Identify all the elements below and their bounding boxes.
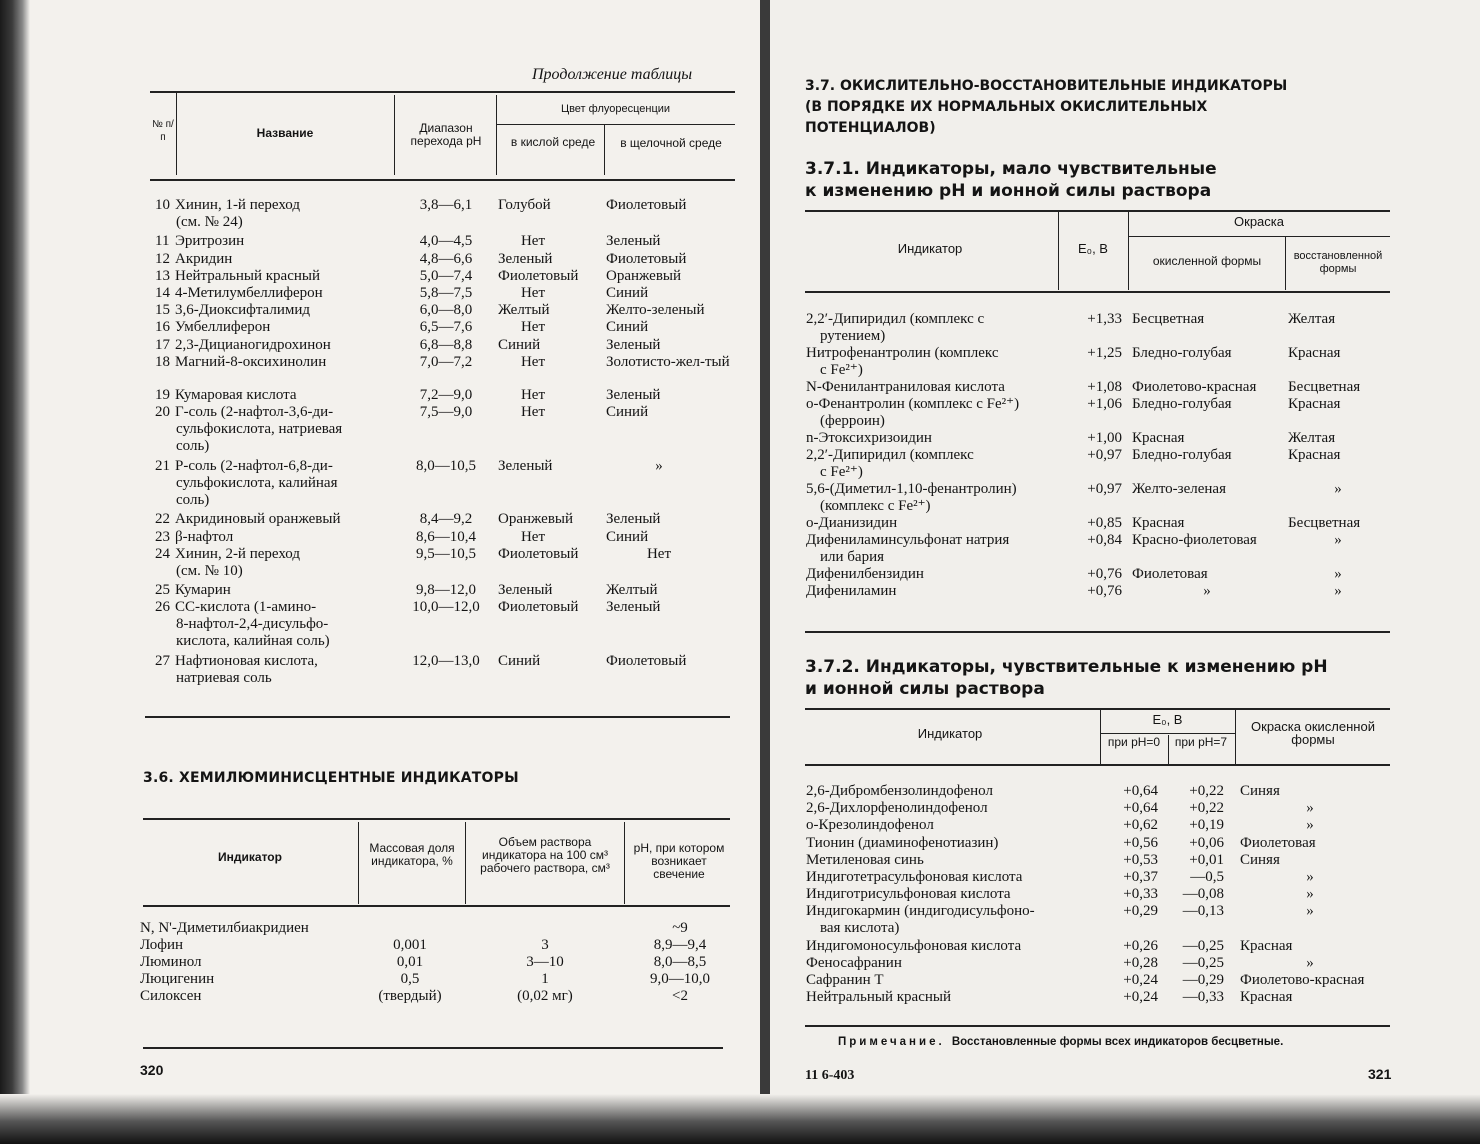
row-name: Магний-8-оксихинолин: [175, 353, 327, 370]
redox2-row-e7: +0,22: [1189, 800, 1224, 817]
redox2-row-name: Индиготрисульфоновая кислота: [806, 886, 1011, 903]
redox2-row-color: »: [1306, 903, 1314, 920]
section-3-7-title: [805, 76, 1287, 139]
row-name: Р-соль (2-нафтол-6,8-ди-: [175, 457, 333, 474]
redox1-row-name: 2,2′-Дипиридил (комплекс с: [806, 311, 985, 327]
row-name: Кумаровая кислота: [175, 387, 297, 403]
row-range: 5,8—7,5: [419, 285, 473, 301]
redox1-row-name: (комплекс с Fe²⁺): [820, 498, 931, 514]
row-number: 20: [155, 404, 170, 421]
row-name: Акридиновый оранжевый: [175, 511, 341, 528]
chemi-row-ph: ~9: [672, 920, 688, 936]
redox1-header-ox: окисленной формы: [1152, 254, 1262, 268]
redox2-row-name: Феносафранин: [806, 955, 902, 971]
row-number: 25: [155, 582, 170, 599]
chemi-header-mass: Массовая доля индикатора, %: [369, 841, 455, 868]
redox1-row-red: Желтая: [1288, 430, 1336, 446]
row-range: 5,0—7,4: [419, 267, 473, 284]
row-alkaline: Зеленый: [606, 387, 661, 403]
redox2-row-e7: —0,25: [1182, 955, 1224, 971]
header-range: Диапазон перехода pH: [410, 121, 482, 148]
redox2-header-color: Окраска окисленной формы: [1251, 719, 1375, 747]
row-acid: Голубой: [498, 197, 551, 213]
redox1-row-ox: Красная: [1132, 430, 1185, 446]
row-acid: Зеленый: [498, 457, 553, 474]
redox1-row-red: »: [1334, 532, 1342, 548]
redox2-row-e7: —0,08: [1182, 886, 1224, 903]
redox2-row-e0: +0,24: [1123, 972, 1158, 989]
redox1-row-ox: »: [1203, 583, 1211, 599]
row-acid: Фиолетовый: [498, 599, 579, 616]
row-alkaline: »: [655, 457, 663, 474]
row-number: 22: [155, 511, 170, 528]
redox2-row-e7: +0,19: [1189, 817, 1224, 834]
redox2-header-ph7: при pH=7: [1174, 735, 1228, 749]
row-acid: Желтый: [498, 302, 550, 319]
row-alkaline: Желто-зеленый: [606, 302, 705, 319]
chemi-row-mass: 0,5: [400, 971, 420, 987]
redox1-row-red: Желтая: [1288, 311, 1336, 327]
redox2-header-e0: E₀, В: [1152, 712, 1183, 727]
redox1-row-name: Нитрофенантролин (комплекс: [806, 345, 999, 361]
redox2-row-e7: —0,5: [1190, 869, 1224, 885]
row-name: Г-соль (2-нафтол-3,6-ди-: [175, 404, 334, 421]
row-number: 13: [155, 267, 170, 284]
row-name: 8-нафтол-2,4-дисульфо-: [176, 616, 329, 633]
row-name: 4-Метилумбеллиферон: [175, 285, 323, 301]
row-name: соль): [176, 491, 210, 508]
redox1-header-red: восстановленной формы: [1293, 250, 1383, 275]
chemi-row-ph: 8,0—8,5: [653, 954, 707, 970]
chemi-row-ph: 9,0—10,0: [650, 971, 710, 987]
row-name: Кумарин: [175, 582, 231, 599]
row-number: 24: [155, 545, 170, 562]
row-alkaline: Желтый: [606, 582, 658, 599]
row-range: 8,6—10,4: [416, 528, 476, 545]
redox2-row-color: Фиолетово-красная: [1240, 972, 1365, 989]
redox1-row-name: о-Дианизидин: [806, 515, 898, 531]
row-range: 8,4—9,2: [419, 511, 473, 528]
redox2-row-color: Синяя: [1240, 851, 1280, 868]
redox2-row-e7: —0,33: [1182, 989, 1224, 1006]
section-3-7-line: (В ПОРЯДКЕ ИХ НОРМАЛЬНЫХ ОКИСЛИТЕЛЬНЫХ: [805, 99, 1208, 115]
redox2-row-e0: +0,28: [1123, 955, 1158, 971]
chemi-row-name: Люминол: [140, 954, 202, 970]
row-range: 4,8—6,6: [419, 250, 473, 267]
redox2-row-color: Фиолетовая: [1240, 834, 1316, 851]
redox1-row-ox: Бледно-голубая: [1132, 345, 1232, 361]
chemi-row-mass: (твердый): [378, 988, 442, 1004]
redox2-row-e0: +0,29: [1123, 903, 1158, 920]
redox1-row-red: Бесцветная: [1288, 379, 1361, 395]
row-acid: Нет: [520, 404, 546, 421]
chemi-row-volume: 1: [541, 971, 549, 987]
row-acid: Фиолетовый: [498, 545, 579, 562]
row-alkaline: Нет: [646, 545, 672, 562]
redox2-row-name: Нейтральный красный: [806, 989, 951, 1006]
redox2-row-e0: +0,56: [1123, 834, 1158, 851]
section-3-7-1-line: к изменению pH и ионной силы раствора: [805, 181, 1212, 201]
chemi-row-volume: (0,02 мг): [517, 988, 573, 1004]
row-name: Хинин, 1-й переход: [175, 197, 300, 213]
redox2-row-color: »: [1306, 817, 1314, 834]
redox1-row-name: или бария: [820, 549, 885, 565]
redox1-header-e0: E₀, В: [1078, 241, 1108, 256]
redox2-row-e7: —0,29: [1182, 972, 1224, 989]
redox1-row-name: 5,6-(Диметил-1,10-фенантролин): [806, 481, 1017, 497]
redox2-row-e0: +0,33: [1123, 886, 1158, 903]
row-name: Нейтральный красный: [175, 267, 320, 284]
chemi-header-indicator: Индикатор: [218, 850, 282, 864]
redox2-header-ph0: при pH=0: [1107, 735, 1161, 749]
section-3-7-line: 3.7. ОКИСЛИТЕЛЬНО-ВОССТАНОВИТЕЛЬНЫЕ ИНДИКАТОРЫ: [805, 78, 1288, 94]
redox1-row-ox: Красная: [1132, 515, 1185, 531]
row-number: 19: [155, 387, 170, 403]
row-alkaline: Зеленый: [606, 599, 661, 616]
row-alkaline: Фиолетовый: [606, 197, 687, 213]
redox2-row-e0: +0,64: [1123, 800, 1158, 817]
section-3-7-2-title: [805, 656, 1328, 700]
redox1-row-name: Дифениламинсульфонат натрия: [806, 532, 1010, 548]
redox2-row-name: Индиготетрасульфоновая кислота: [806, 869, 1023, 885]
right-page: [770, 0, 1480, 1144]
row-acid: Нет: [520, 353, 546, 370]
redox1-row-red: »: [1334, 583, 1342, 599]
redox1-row-red: »: [1334, 481, 1342, 497]
redox1-row-name: рутением): [820, 328, 886, 344]
row-name: Акридин: [175, 250, 233, 267]
row-range: 12,0—13,0: [412, 653, 480, 669]
redox2-header-indicator: Индикатор: [917, 726, 983, 741]
redox1-row-name: Дифениламин: [806, 583, 897, 599]
header-color: Цвет флуоресценции: [560, 103, 671, 115]
row-number: 17: [155, 336, 170, 353]
redox1-row-e0: +0,76: [1087, 566, 1122, 582]
redox2-row-e7: +0,01: [1189, 851, 1224, 868]
section-3-7-line: ПОТЕНЦИАЛОВ): [805, 120, 936, 136]
redox1-row-ox: Бледно-голубая: [1132, 396, 1232, 412]
redox2-row-color: Красная: [1240, 937, 1293, 954]
row-acid: Нет: [520, 319, 546, 336]
redox1-row-name: (ферроин): [820, 413, 885, 429]
row-range: 3,8—6,1: [419, 197, 473, 213]
section-3-7-1-line: 3.7.1. Индикаторы, мало чувствительные: [805, 159, 1217, 179]
redox1-row-red: Красная: [1288, 396, 1341, 412]
redox1-row-name: с Fe²⁺): [820, 464, 863, 480]
redox2-row-e0: +0,53: [1123, 851, 1158, 868]
row-range: 7,5—9,0: [419, 404, 473, 421]
redox2-row-name: Метиленовая синь: [806, 851, 924, 868]
redox1-row-ox: Красно-фиолетовая: [1132, 532, 1257, 548]
chemi-row-mass: 0,001: [393, 937, 427, 953]
row-number: 23: [155, 528, 170, 545]
row-acid: Оранжевый: [498, 511, 574, 528]
redox2-row-color: Синяя: [1240, 783, 1280, 799]
redox2-row-e0: +0,62: [1123, 817, 1158, 834]
header-num: № п/п: [152, 119, 174, 143]
redox2-row-e7: —0,13: [1182, 903, 1224, 920]
bottom-scan-edge: [0, 1094, 1480, 1144]
redox1-row-e0: +0,97: [1087, 447, 1122, 463]
row-name: 3,6-Диоксифталимид: [175, 302, 311, 319]
redox2-row-name: 2,6-Дибромбензолиндофенол: [806, 783, 993, 799]
redox1-row-ox: Бесцветная: [1132, 311, 1205, 327]
row-number: 21: [155, 457, 170, 474]
row-range: 7,0—7,2: [419, 353, 473, 370]
chemi-row-name: Силоксен: [140, 988, 202, 1004]
chemi-header-volume: Объем раствора индикатора на 100 см³ рабочего раствора, см³: [480, 835, 610, 875]
redox1-row-e0: +0,85: [1087, 515, 1122, 531]
row-acid: Зеленый: [498, 250, 553, 267]
row-number: 10: [155, 197, 170, 213]
row-name: Нафтионовая кислота,: [175, 653, 318, 669]
row-number: 15: [155, 302, 170, 319]
row-acid: Нет: [520, 528, 546, 545]
redox2-row-e0: +0,24: [1123, 989, 1158, 1006]
row-number: 12: [155, 250, 170, 267]
chemi-row-ph: 8,9—9,4: [653, 937, 707, 953]
row-name: соль): [176, 438, 210, 455]
row-range: 6,5—7,6: [419, 319, 473, 336]
redox1-row-name: о-Фенантролин (комплекс с Fe²⁺): [806, 396, 1020, 412]
redox1-row-e0: +0,76: [1087, 583, 1122, 599]
note-text: Восстановленные формы всех индикаторов бесцветные.: [951, 1036, 1284, 1048]
redox2-row-color: »: [1306, 955, 1314, 971]
chemi-row-name: Люцигенин: [140, 971, 215, 987]
row-acid: Синий: [498, 653, 541, 669]
row-alkaline: Зеленый: [606, 233, 661, 250]
redox2-row-name: Индигокармин (индигодисульфоно-: [806, 903, 1035, 920]
row-alkaline: Зеленый: [606, 511, 661, 528]
row-alkaline: Синий: [606, 528, 649, 545]
redox1-row-name: n-Этоксихризоидин: [806, 430, 932, 446]
redox1-header-indicator: Индикатор: [897, 241, 963, 256]
redox1-row-name: 2,2′-Дипиридил (комплекс: [806, 447, 974, 463]
redox2-row-color: »: [1306, 800, 1314, 817]
note-label: Примечание.: [838, 1036, 945, 1048]
row-range: 6,0—8,0: [419, 302, 473, 319]
redox1-row-red: »: [1334, 566, 1342, 582]
row-acid: Зеленый: [498, 582, 553, 599]
redox2-row-e7: +0,22: [1189, 783, 1224, 799]
redox1-row-ox: Фиолетово-красная: [1132, 379, 1257, 395]
row-name: сульфокислота, натриевая: [176, 421, 343, 438]
row-range: 7,2—9,0: [419, 387, 473, 403]
redox2-row-color: »: [1306, 886, 1314, 903]
redox2-row-name: 2,6-Дихлорфенолиндофенол: [806, 800, 988, 817]
row-alkaline: Синий: [606, 404, 649, 421]
redox1-row-red: Красная: [1288, 345, 1341, 361]
row-number: 26: [155, 599, 170, 616]
row-name: (см. № 24): [176, 214, 243, 230]
left-book-edge: [0, 0, 30, 1144]
row-number: 16: [155, 319, 170, 336]
row-alkaline: Синий: [606, 319, 649, 336]
header-name: Название: [256, 126, 314, 140]
row-number: 27: [155, 653, 170, 669]
row-acid: Нет: [520, 285, 546, 301]
row-name: натриевая соль: [176, 670, 272, 686]
row-alkaline: Фиолетовый: [606, 250, 687, 267]
row-range: 4,0—4,5: [419, 233, 473, 250]
row-alkaline: Оранжевый: [606, 267, 682, 284]
redox1-row-e0: +0,97: [1087, 481, 1122, 497]
row-alkaline: Синий: [606, 285, 649, 301]
section-3-7-2-line: 3.7.2. Индикаторы, чувствительные к изменению pH: [805, 657, 1328, 677]
chemi-row-name: N, N'-Диметилбиакридиен: [140, 920, 309, 936]
redox1-row-e0: +1,25: [1087, 345, 1122, 361]
chemi-row-volume: 3: [541, 937, 549, 953]
printer-signature: 11 6-403: [805, 1068, 855, 1083]
row-range: 6,8—8,8: [419, 336, 473, 353]
page-number-left: 320: [140, 1062, 164, 1078]
row-name: Хинин, 2-й переход: [175, 545, 300, 562]
chemi-row-mass: 0,01: [396, 954, 424, 970]
row-name: 2,3-Дицианогидрохинон: [175, 336, 331, 353]
redox2-row-e7: +0,06: [1189, 834, 1224, 851]
redox1-row-ox: Желто-зеленая: [1132, 481, 1226, 497]
chemi-row-volume: 3—10: [526, 954, 564, 970]
row-range: 9,5—10,5: [416, 545, 476, 562]
section-3-6-title: 3.6. ХЕМИЛЮМИНИСЦЕНТНЫЕ ИНДИКАТОРЫ: [143, 770, 519, 786]
row-acid: Фиолетовый: [498, 267, 579, 284]
page-number-right: 321: [1368, 1066, 1392, 1082]
redox1-row-ox: Фиолетовая: [1132, 566, 1208, 582]
row-name: Умбеллиферон: [175, 319, 271, 336]
redox2-row-color: Красная: [1240, 989, 1293, 1006]
row-name: β-нафтол: [175, 528, 234, 545]
table-note: [838, 1036, 1283, 1048]
redox1-row-red: Бесцветная: [1288, 515, 1361, 531]
chemi-row-name: Лофин: [140, 937, 184, 953]
row-name: Эритрозин: [175, 233, 245, 250]
redox1-header-color: Окраска: [1234, 214, 1284, 229]
redox2-row-e0: +0,64: [1123, 783, 1158, 799]
header-alkaline: в щелочной среде: [620, 136, 722, 150]
row-name: (см. № 10): [176, 562, 243, 579]
row-number: 18: [155, 353, 170, 370]
redox2-row-name: Индигомоносульфоновая кислота: [806, 937, 1022, 954]
redox2-row-name: о-Крезолиндофенол: [806, 817, 934, 834]
row-acid: Нет: [520, 387, 546, 403]
redox1-row-red: Красная: [1288, 447, 1341, 463]
chemi-header-ph: pH, при котором возникает свечение: [633, 841, 725, 881]
redox2-row-e0: +0,37: [1123, 869, 1158, 885]
redox1-row-name: N-Фенилантраниловая кислота: [806, 379, 1005, 395]
redox2-row-color: »: [1306, 869, 1314, 885]
redox1-row-name: Дифенилбензидин: [806, 566, 924, 582]
redox2-row-name: Сафранин Т: [806, 972, 884, 989]
header-acid: в кислой среде: [510, 135, 596, 149]
redox1-row-e0: +1,08: [1087, 379, 1122, 395]
row-acid: Нет: [520, 233, 546, 250]
row-range: 10,0—12,0: [412, 599, 480, 616]
row-name: СС-кислота (1-амино-: [175, 599, 317, 616]
redox1-row-e0: +0,84: [1087, 532, 1122, 548]
redox2-row-name: вая кислота): [820, 920, 900, 937]
section-3-7-2-line: и ионной силы раствора: [805, 679, 1045, 699]
redox2-row-e7: —0,25: [1182, 937, 1224, 954]
continuation-label: Продолжение таблицы: [532, 66, 693, 83]
row-alkaline: Фиолетовый: [606, 653, 687, 669]
row-acid: Синий: [498, 336, 541, 353]
redox1-row-e0: +1,00: [1087, 430, 1122, 446]
row-name: сульфокислота, калийная: [176, 474, 338, 491]
redox1-row-e0: +1,33: [1087, 311, 1122, 327]
row-alkaline: Зеленый: [606, 336, 661, 353]
row-range: 9,8—12,0: [416, 582, 476, 599]
chemi-row-ph: <2: [672, 988, 688, 1004]
redox1-row-ox: Бледно-голубая: [1132, 447, 1232, 463]
section-3-7-1-title: [805, 158, 1217, 202]
row-range: 8,0—10,5: [416, 457, 476, 474]
redox2-row-name: Тионин (диаминофенотиазин): [806, 834, 999, 851]
row-alkaline: Золотисто-жел-тый: [606, 353, 730, 370]
redox1-row-name: с Fe²⁺): [820, 362, 863, 378]
row-number: 14: [155, 285, 170, 301]
row-number: 11: [155, 233, 170, 250]
redox2-row-e0: +0,26: [1123, 937, 1158, 954]
redox1-row-e0: +1,06: [1087, 396, 1122, 412]
row-name: кислота, калийная соль): [176, 633, 330, 650]
